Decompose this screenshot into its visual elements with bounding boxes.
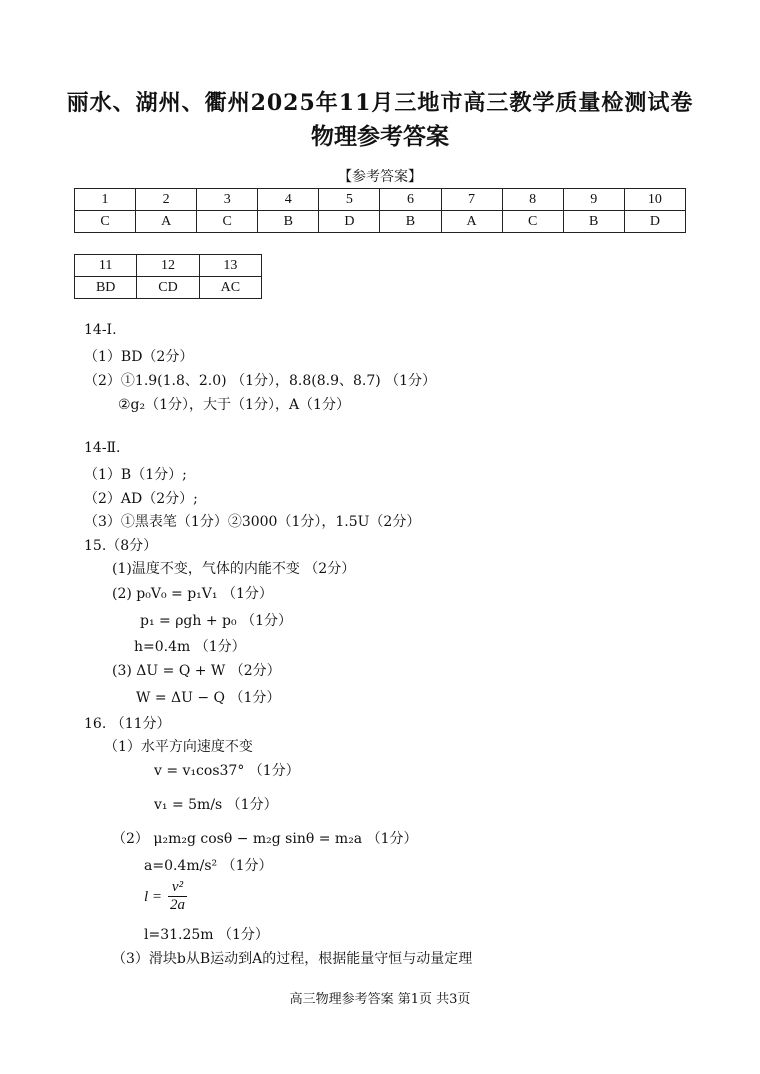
table-cell: 13 <box>199 255 261 277</box>
q14-2-part1: （1）B（1分）; <box>84 467 187 483</box>
table-cell: 6 <box>380 189 441 211</box>
answer-table-2 <box>74 254 262 299</box>
answer-table-1 <box>74 188 686 233</box>
table-row-answers <box>75 277 262 299</box>
q15-part3: p₁ = ρgh + p₀ （1分） <box>140 613 292 629</box>
table-cell: A <box>441 211 502 233</box>
fraction-denominator: 2a <box>170 897 185 913</box>
q15-part2: (2) p₀V₀ = p₁V₁ （1分） <box>112 586 273 602</box>
q16-part3: v₁ = 5m/s （1分） <box>154 797 278 813</box>
table-cell: A <box>136 211 197 233</box>
table-cell: 12 <box>137 255 199 277</box>
table-cell: 10 <box>624 189 685 211</box>
q16-part6-lhs: l = <box>144 889 163 905</box>
fraction-numerator: v² <box>171 879 184 895</box>
q16-part1: （1）水平方向速度不变 <box>104 739 253 755</box>
table-cell: B <box>380 211 441 233</box>
q14-2-heading: 14-Ⅱ. <box>84 440 121 456</box>
table-cell: BD <box>75 277 137 299</box>
q14-2-part3: （3）①黑表笔（1分）②3000（1分），1.5U（2分） <box>84 514 421 530</box>
q15-part6: W = ΔU − Q （1分） <box>136 690 281 706</box>
table-cell: 11 <box>75 255 137 277</box>
table-row-numbers <box>75 189 686 211</box>
q16-part2: v = v₁cos37° （1分） <box>154 763 300 779</box>
q16-part7: l=31.25m （1分） <box>144 927 269 943</box>
table-cell: C <box>502 211 563 233</box>
q15-part5: (3) ΔU = Q + W （2分） <box>112 663 281 679</box>
exam-subtitle: 物理参考答案 <box>311 123 449 150</box>
q14-1-part2: （2）①1.9(1.8、2.0) （1分），8.8(8.9、8.7) （1分） <box>84 373 437 389</box>
table-cell: C <box>197 211 258 233</box>
table-cell: B <box>258 211 319 233</box>
table-cell: D <box>624 211 685 233</box>
q16-part8: （3）滑块b从B运动到A的过程，根据能量守恒与动量定理 <box>112 951 473 967</box>
page-footer: 高三物理参考答案 第1页 共3页 <box>289 992 471 1007</box>
table-cell: C <box>75 211 136 233</box>
table-cell: CD <box>137 277 199 299</box>
table-cell: 9 <box>563 189 624 211</box>
q14-1-heading: 14-Ⅰ. <box>84 322 117 338</box>
q14-2-part2: （2）AD（2分）; <box>84 491 198 507</box>
q14-1-part1: （1）BD（2分） <box>84 349 194 365</box>
exam-title: 丽水、湖州、衢州2025年11月三地市高三教学质量检测试卷 <box>66 90 694 116</box>
q16-part6-fraction <box>168 879 187 914</box>
q14-1-part3: ②g₂（1分），大于（1分），A（1分） <box>118 397 350 413</box>
q16-part5: a=0.4m/s² （1分） <box>144 858 273 874</box>
q15-heading: 15.（8分） <box>84 538 158 554</box>
table-cell: 7 <box>441 189 502 211</box>
q16-part4: （2） μ₂m₂g cosθ − m₂g sinθ = m₂a （1分） <box>112 831 418 847</box>
table-cell: AC <box>199 277 261 299</box>
q15-part4: h=0.4m （1分） <box>134 639 246 655</box>
q15-part1: (1)温度不变，气体的内能不变 （2分） <box>112 561 356 577</box>
table-row-numbers <box>75 255 262 277</box>
table-cell: 4 <box>258 189 319 211</box>
table-cell: D <box>319 211 380 233</box>
table-cell: 2 <box>136 189 197 211</box>
table-cell: 5 <box>319 189 380 211</box>
q16-heading: 16. （11分） <box>84 716 171 732</box>
table-cell: B <box>563 211 624 233</box>
table-row-answers <box>75 211 686 233</box>
table-cell: 3 <box>197 189 258 211</box>
answer-section-label: 【参考答案】 <box>338 169 422 185</box>
table-cell: 1 <box>75 189 136 211</box>
table-cell: 8 <box>502 189 563 211</box>
